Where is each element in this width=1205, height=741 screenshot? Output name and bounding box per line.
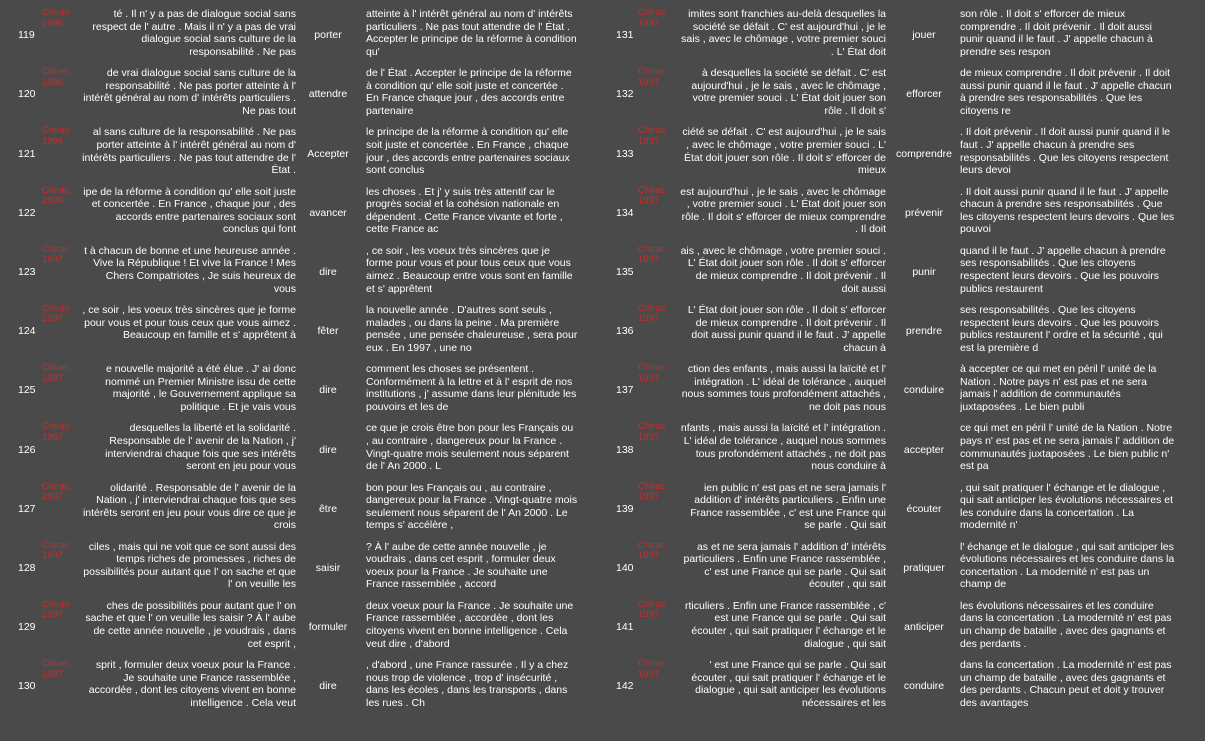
right-context: dans la concertation . La modernité n' est pas un champ de bataille , avec des gagnants et des perdants . Chacun peut et doit y trouver des avantages [960,659,1172,709]
keyword: conduire [903,384,945,397]
concordance-row [602,124,1204,183]
source-label: Chirac 1997 [638,480,666,502]
keyword: dire [319,384,337,397]
source-label: Chirac 1997 [638,66,666,88]
concordance-row [602,302,1204,361]
concordance-row [0,243,602,302]
source-label: Chirac 1997 [638,125,666,147]
concordance-row [0,420,602,479]
right-context: la nouvelle année . D'autres sont seuls , malades , ou dans la peine . Ma première pensée , une pensée chaleureuse , sera pour eux . En 1997 , une no [366,303,578,354]
row-number: 138 [616,443,634,456]
concordance-row [602,480,1204,539]
row-number: 139 [616,502,634,515]
right-context: , ce soir , les voeux très sincères que je forme pour vous et pour tous ceux que vous aimez . Beaucoup entre vous sont en famille et s' apprêtent [366,244,573,295]
row-number: 121 [18,147,36,160]
left-context: L' État doit jouer son rôle . Il doit s' efforcer de mieux comprendre . Il doit prévenir . Il doit aussi punir quand il le faut . J' appelle chacun à [687,303,886,354]
left-context: ches de possibilités pour autant que l' on sache et que l' on veuille les saisir ? À l' aube de cette année nouvelle , je voudrais , dans cet esprit , [85,599,296,650]
right-context: bon pour les Français ou , au contraire , dangereux pour la France . Vingt-quatre mois seulement nous séparent de l' An 2000 . Le temps s' accélère , [366,481,578,532]
left-context: est aujourd'hui , je le sais , avec le chômage , votre premier souci . L' État doit jouer son rôle . Il doit s' efforcer de mieux comprendre . Il doit [680,185,886,236]
row-number: 132 [616,88,634,101]
source-label: Chirac 1996 [42,184,70,207]
source-label: Chirac 1997 [42,480,70,502]
right-context: ce que je crois être bon pour les Français ou , au contraire , dangereux pour la France . Vingt-quatre mois seulement nous séparent de l' An 2000 . L [366,422,574,473]
left-context: , ce soir , les voeux très sincères que je forme pour vous et pour tous ceux que vous aimez . Beaucoup en famille et s' apprêtent à [82,303,296,342]
source-label: Chirac 1997 [638,302,666,325]
row-number: 125 [18,384,36,397]
right-context: les choses . Et j' y suis très attentif car le progrès social et la cohésion nationale en dépendent . Cette France vivante et forte , cette France ac [366,185,563,236]
concordance-row [602,598,1204,657]
source-label: Chirac 1996 [42,125,70,147]
left-context: ciles , mais qui ne voit que ce sont aussi des temps riches de promesses , riches de possibilités pour autant que l' on sache et que l' on veuille les [83,540,296,591]
right-context: ses responsabilités . Que les citoyens respectent leurs devoirs . Que les pouvoirs publics restaurent l' ordre et la sécurité , qui est la première d [960,303,1163,354]
row-number: 133 [616,147,634,160]
left-context: al sans culture de la responsabilité . Ne pas porter atteinte à l' intérêt général au nom d' intérêts particuliers . Ne pas tout attendre de l' État . [82,126,296,177]
concordance-row [0,657,602,716]
concordance-row [0,302,602,361]
left-context: à desquelles la société se défait . C' est aujourd'hui , je le sais , avec le chômage , votre premier souci . L' État doit jouer son rôle . Il doit s' [691,67,886,117]
right-context: , qui sait pratiquer l' échange et le dialogue , qui sait anticiper les évolutions nécessaires et les conduire dans la concertation . La modernité n' [960,481,1174,532]
left-context: ais , avec le chômage , votre premier souci . L' État doit jouer son rôle . Il doit s' efforcer de mieux comprendre . Il doit prévenir . Il doit aussi [680,244,886,295]
concordance-row [602,6,1204,65]
source-label: Chirac 1997 [638,421,666,443]
keyword: être [318,502,338,515]
row-number: 137 [616,384,634,397]
row-number: 142 [616,680,634,693]
source-label: Chirac 1997 [42,658,70,680]
right-context: quand il le faut . J' appelle chacun à prendre ses responsabilités . Que les citoyens respectent leurs devoirs . Que les pouvoirs publics restaurent [960,244,1166,295]
row-number: 130 [18,680,36,693]
keyword: saisir [315,561,341,574]
left-context: ciété se défait . C' est aujourd'hui , je le sais , avec le chômage , votre premier souci . L' État doit jouer son rôle . Il doit s' efforcer de mieux [682,126,886,177]
right-context: ce qui met en péril l' unité de la Nation . Notre pays n' est pas et ne sera jamais l' addition de communautés juxtaposées . Le bien public n' est pa [960,422,1175,473]
concordance-row [0,598,602,657]
concordance-row [0,361,602,420]
left-context: t à chacun de bonne et une heureuse année . Vive la République ! Et vive la France ! Mes Chers Compatriotes , Je suis heureux de vous [84,244,296,295]
left-context: nfants , mais aussi la laïcité et l' intégration . L' idéal de tolérance , auquel nous sommes tous profondément attachés , ne doit pas nous conduire à [680,422,886,473]
left-context: ipe de la réforme à condition qu' elle soit juste et concertée . En France , chaque jour , des accords entre partenaires sociaux sont conclus qui font [83,185,296,236]
concordance-row [0,184,602,243]
concordance-row [0,480,602,539]
source-label: Chirac 1997 [42,421,70,443]
source-label: Chirac 1997 [638,598,666,621]
right-context: de mieux comprendre . Il doit prévenir . Il doit aussi punir quand il le faut . J' appelle chacun à prendre ses responsabilités . Que les citoyens re [960,67,1172,117]
right-context: les évolutions nécessaires et les conduire dans la concertation . La modernité n' est pas un champ de bataille , avec des gagnants et des perdants . [960,599,1172,650]
concordance-row [0,65,602,124]
row-number: 134 [616,206,634,219]
keyword: comprendre [895,147,953,160]
keyword: porter [314,29,342,42]
keyword: anticiper [904,621,944,634]
row-number: 140 [616,561,634,574]
source-label: Chirac 1997 [638,362,666,384]
source-label: Chirac 1997 [42,243,70,266]
row-number: 119 [18,29,35,42]
left-context: imites sont franchies au-delà desquelles la société se défait . C' est aujourd'hui , je le sais , avec le chômage , votre premier souci . L' État doit [681,8,886,58]
keyword: avancer [309,206,347,219]
keyword: conduire [903,680,945,693]
left-context: de vrai dialogue social sans culture de la responsabilité . Ne pas porter atteinte à l' intérêt général au nom d' intérêts particuliers . Ne pas tout [83,67,296,117]
row-number: 120 [18,88,36,101]
keyword: pratiquer [903,561,945,574]
row-number: 126 [18,443,36,456]
source-label: Chirac 1997 [42,302,70,325]
keyword: fêter [317,325,339,338]
right-context: . Il doit prévenir . Il doit aussi punir quand il le faut . J' appelle chacun à prendre ses responsabilités . Que les citoyens respectent leurs devoi [960,126,1171,177]
row-number: 129 [18,621,36,634]
concordance-column-right [602,6,1204,716]
row-number: 141 [616,621,634,634]
row-number: 122 [18,206,36,219]
right-context: son rôle . Il doit s' efforcer de mieux comprendre . Il doit prévenir . Il doit aussi punir quand il le faut . J' appelle chacun à prendre ses respon [960,8,1153,58]
concordance-row [0,6,602,65]
row-number: 123 [18,266,36,279]
row-number: 136 [616,325,634,338]
concordance-row [602,420,1204,479]
keyword: écouter [906,502,942,515]
right-context: ? À l' aube de cette année nouvelle , je voudrais , dans cet esprit , formuler deux voeux pour la France . Je souhaite une France rassemblée , accord [366,540,556,591]
row-number: 131 [616,29,634,42]
row-number: 127 [18,502,36,515]
keyword: punir [912,266,936,279]
right-context: de l' État . Accepter le principe de la réforme à condition qu' elle soit juste et concertée . En France chaque jour , des accords entre partenaire [366,67,572,117]
keyword: attendre [308,88,348,101]
right-context: le principe de la réforme à condition qu' elle soit juste et concertée . En France , chaque jour , des accords entre partenaires sociaux sont conclus [366,126,570,177]
right-context: , d'abord , une France rassurée . Il y a chez nous trop de violence , trop d' insécurité , dans les écoles , dans les transports , dans les rues . Ch [366,659,569,709]
keyword: formuler [308,621,348,634]
keyword: efforcer [906,88,942,101]
left-context: ' est une France qui se parle . Qui sait écouter , qui sait pratiquer l' échange et le dialogue , qui sait anticiper les évolutions nécessaires et les [691,659,886,709]
left-context: e nouvelle majorité a été élue . J' ai donc nommé un Premier Ministre issu de cette majorité , le Gouvernement applique sa politique . Et je vais vous [105,363,296,413]
row-number: 124 [18,325,36,338]
keyword: dire [319,680,337,693]
right-context: atteinte à l' intérêt général au nom d' intérêts particuliers . Ne pas tout attendre de l' État . Accepter le principe de la réforme à condition qu' [366,8,577,58]
row-number: 128 [18,561,36,574]
right-context: . Il doit aussi punir quand il le faut . J' appelle chacun à prendre ses responsabilités . Que les citoyens respectent leurs devoirs . Que les pouvoi [960,185,1175,236]
concordance-row [0,124,602,183]
source-label: Chirac 1996 [42,7,70,29]
keyword: accepter [903,443,945,456]
source-label: Chirac 1997 [42,362,70,384]
keyword: dire [319,443,337,456]
source-label: Chirac 1997 [638,539,666,562]
left-context: ien public n' est pas et ne sera jamais l' addition d' intérêts particuliers . Enfin une France rassemblée , c' est une France qui se parle . Qui sait [690,481,886,532]
concordance-row [602,361,1204,420]
left-context: as et ne sera jamais l' addition d' intérêts particuliers . Enfin une France rassemblée , c' est une France qui se parle . Qui sait écouter , qui sait [683,540,886,591]
right-context: deux voeux pour la France . Je souhaite une France rassemblée , accordée , dont les citoyens vivent en bonne intelligence . Cela veut dire , d'abord [366,599,574,650]
keyword: prendre [905,325,943,338]
keyword: prévenir [905,206,943,219]
keyword: jouer [912,29,936,42]
source-label: Chirac 1997 [42,598,70,621]
right-context: l' échange et le dialogue , qui sait anticiper les évolutions nécessaires et les conduire dans la concertation . La modernité n' est pas un champ de [960,540,1175,591]
left-context: té . Il n' y a pas de dialogue social sans respect de l' autre . Mais il n' y a pas de vrai dialogue social sans culture de la responsabilité . Ne pas [92,8,296,58]
concordance-row [602,243,1204,302]
concordance-row [602,65,1204,124]
concordance-column-left [0,6,602,716]
source-label: Chirac 1997 [42,539,70,562]
left-context: desquelles la liberté et la solidarité . Responsable de l' avenir de la Nation , j' interviendrai chaque fois que ses intérêts seront en jeu pour vous [105,422,296,473]
left-context: sprit , formuler deux voeux pour la France . Je souhaite une France rassemblée , accordée , dont les citoyens vivent en bonne intelligence . Cela veut [88,659,296,709]
concordance-row [602,657,1204,716]
concordance-row [602,184,1204,243]
keyword: Accepter [307,147,349,160]
source-label: Chirac 1997 [638,7,666,29]
concordance-row [0,539,602,598]
source-label: Chirac 1997 [638,184,666,207]
right-context: à accepter ce qui met en péril l' unité de la Nation . Notre pays n' est pas et ne sera jamais l' addition de communautés juxtaposées . Le bien publi [960,363,1157,413]
left-context: rticuliers . Enfin une France rassemblée , c' est une France qui se parle . Qui sait écouter , qui sait pratiquer l' échange et le dialogue , qui sait [684,599,886,650]
left-context: ction des enfants , mais aussi la laïcité et l' intégration . L' idéal de tolérance , auquel nous sommes tous profondément attachés , ne doit pas nous [681,363,886,413]
right-context: comment les choses se présentent . Conformément à la lettre et à l' esprit de nos institutions , j' assume dans leur plénitude les pouvoirs et les de [366,363,577,413]
source-label: Chirac 1997 [638,658,666,680]
source-label: Chirac 1997 [638,243,666,266]
row-number: 135 [616,266,634,279]
concordance-row [602,539,1204,598]
keyword: dire [319,266,337,279]
source-label: Chirac 1996 [42,66,70,88]
left-context: olidarité . Responsable de l' avenir de la Nation , j' interviendrai chaque fois que ses intérêts seront en jeu pour vous dire ce que je crois [82,481,296,532]
